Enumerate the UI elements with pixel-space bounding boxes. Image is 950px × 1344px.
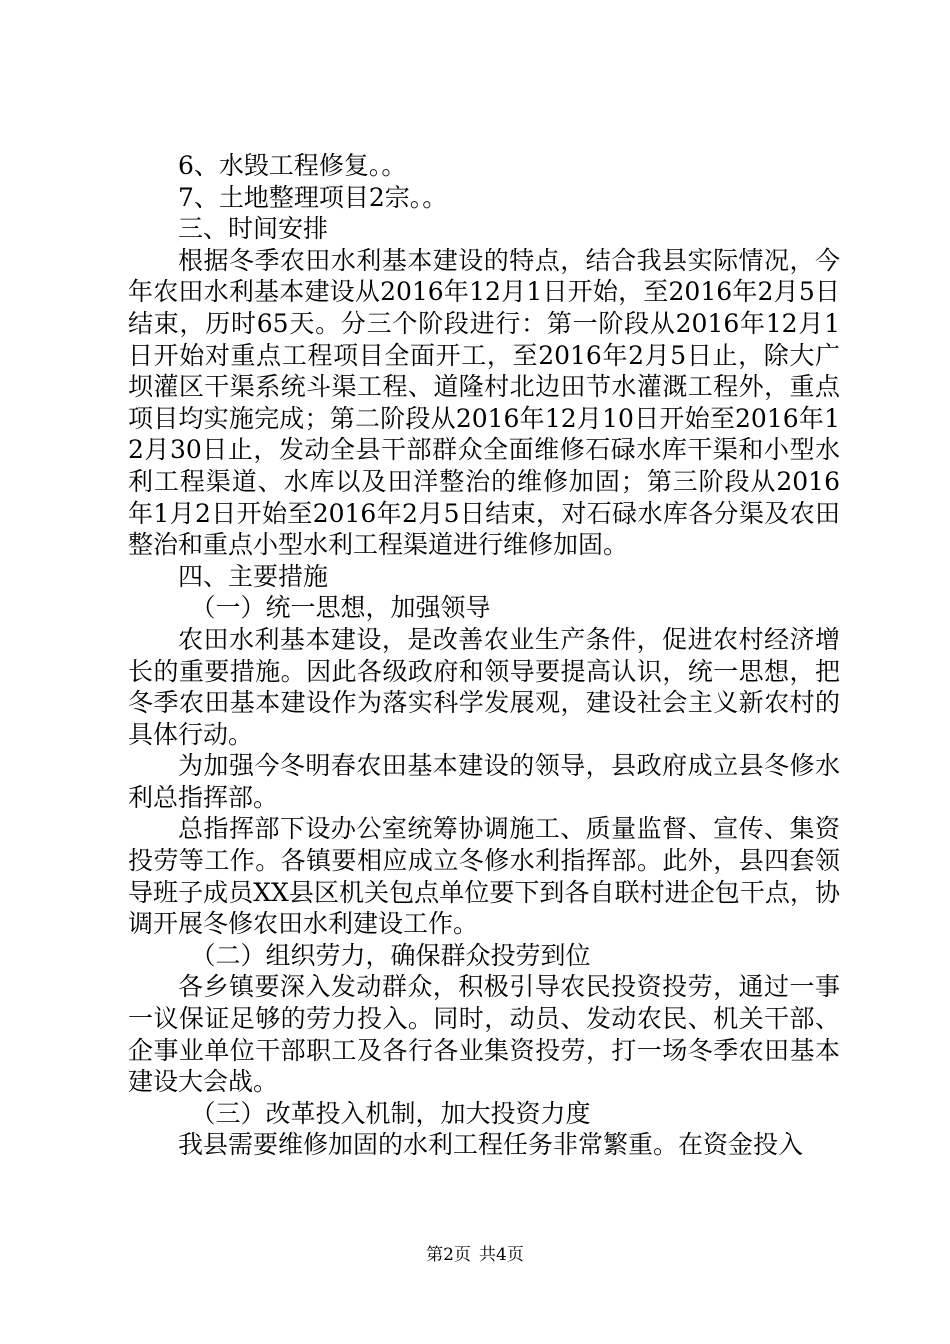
paragraph-measures-3: 总指挥部下设办公室统筹协调施工、质量监督、宣传、集资投劳等工作。各镇要相应成立冬修水利指挥部。此外，县四套领导班子成员XX县区机关包点单位要下到各自联村进企包干点，协调开展冬修农田水利建设工作。 (128, 814, 840, 939)
paragraph-measures-1: 农田水利基本建设，是改善农业生产条件，促进农村经济增长的重要措施。因此各级政府和领导要提高认识，统一思想，把冬季农田基本建设作为落实科学发展观，建设社会主义新农村的具体行动。 (128, 624, 840, 749)
list-item-7: 7、土地整理项目2宗。。 (178, 182, 448, 212)
subheading-1: （一）统一思想，加强领导 (190, 593, 491, 623)
list-item-6: 6、水毁工程修复。。 (178, 151, 407, 180)
document-body (128, 150, 840, 1161)
section-heading-measures: 四、主要措施 (178, 561, 329, 591)
section-heading-schedule: 三、时间安排 (178, 214, 329, 244)
page-number: 第2页 (426, 1245, 471, 1265)
subheading-2: （二）组织劳力，确保群众投劳到位 (190, 940, 591, 970)
subheading-3: （三）改革投入机制，加大投资力度 (190, 1098, 591, 1128)
paragraph-measures-2: 为加强今冬明春农田基本建设的领导，县政府成立县冬修水利总指挥部。 (128, 751, 840, 812)
paragraph-investment: 我县需要维修加固的水利工程任务非常繁重。在资金投入 (178, 1130, 804, 1160)
page-footer (0, 1245, 950, 1265)
paragraph-schedule: 根据冬季农田水利基本建设的特点，结合我县实际情况，今年农田水利基本建设从2016年12月1日开始，至2016年2月5日结束，历时65天。分三个阶段进行：第一阶段从2016年12月1日开始对重点工程项目全面开工，至2016年2月5日止，除大广坝灌区干渠系统斗渠工程、道隆村北边田节水灌溉工程外，重点项目均实施完成；第二阶段从2016年12月10日开始至2016年12月30日止，发动全县干部群众全面维修石碌水库干渠和小型水利工程渠道、水库以及田洋整治的维修加固；第三阶段从2016年1月2日开始至2016年2月5日结束，对石碌水库各分渠及农田整治和重点小型水利工程渠道进行维修加固。 (128, 245, 840, 560)
page-total: 共4页 (479, 1245, 524, 1265)
paragraph-labor: 各乡镇要深入发动群众，积极引导农民投资投劳，通过一事一议保证足够的劳力投入。同时，动员、发动农民、机关干部、企事业单位干部职工及各行各业集资投劳，打一场冬季农田基本建设大会战。 (128, 972, 840, 1097)
